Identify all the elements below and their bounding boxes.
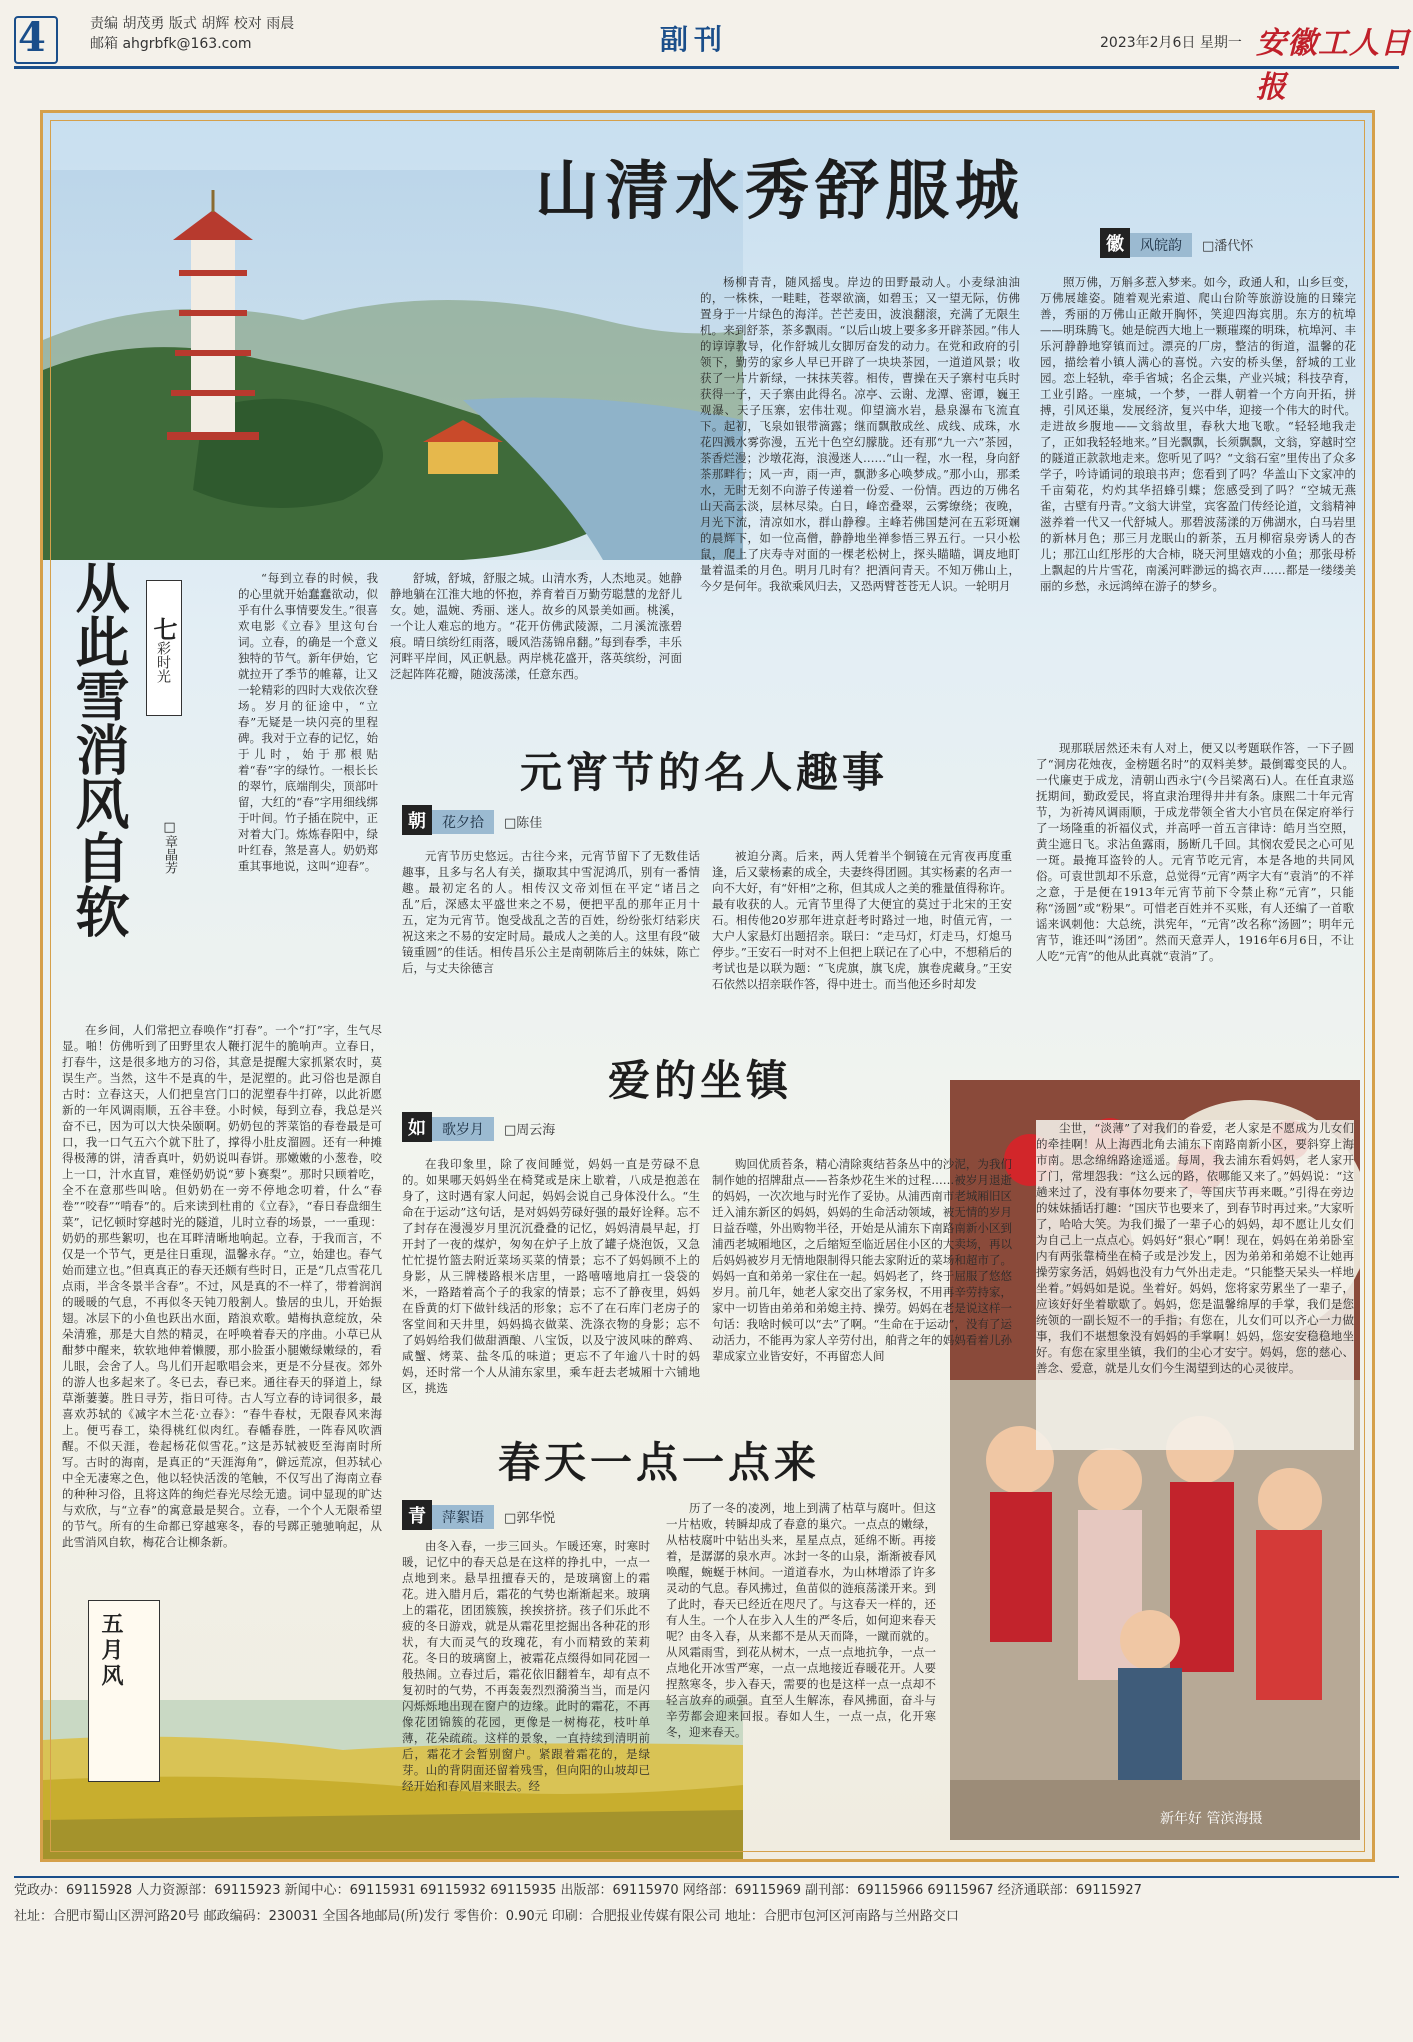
photo-caption: 新年好 管滨海摄 xyxy=(1160,1811,1263,1827)
article-title-spring-comes: 春天一点一点来 xyxy=(498,1438,821,1487)
article-author: □周云海 xyxy=(504,1123,556,1138)
wuyue-label: 五月风 xyxy=(98,1612,124,1690)
column-header-ruge xyxy=(402,1112,555,1142)
article-title-lantern: 元宵节的名人趣事 xyxy=(520,748,889,797)
article-title-mother: 爱的坐镇 xyxy=(608,1056,793,1105)
article-author: □陈佳 xyxy=(504,816,543,831)
article2-body: 在乡间，人们常把立春唤作“打春”。一个“打”字，生气尽显。啪！仿佛听到了田野里农人鞭打泥牛的脆响声。立春日，打春牛，这是很多地方的习俗，其意是提醒大家抓紧农时，莫误生产。当然，这牛不是真的牛，是泥塑的。此习俗也是源自古时：立春这天，人们把皇宫门口的泥塑春牛打碎，以此祈愿新的一年风调雨顺，五谷丰登。小时候，每到立春，我总是兴奋不已，因为可以大快朵颐啊。奶奶包的荠菜馅的春卷最是可口，我一口气五六个就下肚了，撑得小肚皮溜圆。还有一种摊得极薄的饼，清香真叶，奶奶说叫春饼。那嫩嫩的小葱卷，咬上一口，汁水直冒，难怪奶奶说“萝卜赛梨”。那时只顾着吃，全不在意那些叫啥。但奶奶在一旁不停地念叨着，什么“春卷”“咬春”“啃春”的。后来读到杜甫的《立春》，“春日春盘细生菜”，记忆顿时穿越时光的隧道，儿时立春的场景，一一重现：奶奶的那些絮叨，也在耳畔清晰地响起。立春，于我而言，不仅是一个节气，更是往日重现，温馨永存。“立，始建也。春气始而建立也。”但真真正的春天还颇有些时日，正是“几点雪花几点雨，半含冬景半含春”。不过，风是真的不一样了，带着润润的暖暖的气息，不再似冬天钝刀般割人。蛰居的虫儿，开始振翅。冰层下的小鱼也跃出水面，踏浪欢歌。蜡梅执意绽放，朵朵清雅，那是大自然的精灵，在呼唤着春天的序曲。小草已从酣梦中醒来，软软地伸着懒腰，那小脸蛋小腿嫩绿嫩绿的，看儿眼，会舍了人。鸟儿们开起歌唱会来，更是不分昼夜。郊外的游人也多起来了。冬已去，春已来。通往春天的驿道上，绿草渐萋萋。胜日寻芳，指日可待。古人写立春的诗词很多，最喜欢苏轼的《减字木兰花·立春》：“春牛春杖，无限春风来海上。便丐春工，染得桃红似肉红。春幡春胜，一阵春风吹酒醒。不似天涯，卷起杨花似雪花。”这是苏轼被贬至海南时所写。古时的海南，是真正的“天涯海角”，僻远荒凉，但苏轼心中全无凄寒之色，他以轻快活泼的笔触，不仅写出了海南立春的种种习俗，且将这阵的绚烂春光尽绘无遗。词中显现的旷达与欢欣，与“立春”的寓意最是契合。立春，一个个人无限希望的节气。所有的生命都已穿越寒冬，春的号踯正驰驰响起，从此雪消风自软，梅花合让柳条新。 xyxy=(62,1023,382,1549)
column-badge: 朝 xyxy=(402,805,432,835)
article4-col3: 尘世，“淡薄”了对我们的眷爱，老人家是不愿成为儿女们的牵挂啊！从上海西北角去浦东下南路南新小区，要斜穿上海市南。思念绵绵路途遥遥。每周，我去浦东看妈妈，老人家开了门，常埋怨我：“这么远的路，依哪能又来了。”妈妈说：“这趟来过了，没有事体勿要来了，等国庆节再来嘅。”引得在旁边的妹妹插话打趣：“国庆节也要来了，到春节时再过来。”大家听了，哈哈大笑。为我们撮了一辈子心的妈妈，却不愿让儿女们为自己上一点点心。妈妈好“狠心”啊！现在，妈妈在弟弟卧室内有两张靠椅坐在椅子或是沙发上，因为弟弟和弟媳不让她再操劳家务活，妈妈也没有力气外出走走。“只能整天呆头一样地坐着。”妈妈如是说。坐着好。妈妈，您将家劳累坐了一辈子，应该好好坐着歇歇了。妈妈，您是温馨绵厚的手掌，我们是您统领的一副长短不一的手指；有您在，儿女们可以齐心一力做事，我们不堪想象没有妈妈的手掌啊！妈妈，您安安稳稳地坐好。有您在家里坐镇，我们的尘心才安宁。妈妈，您的慈心、善念、爱意，就是儿女们今生渴望到达的心灵彼岸。 xyxy=(1036,1120,1354,1450)
column-badge: 七 xyxy=(149,617,177,641)
article4-col1: 在我印象里，除了夜间睡觉，妈妈一直是劳碌不息的。如果哪天妈妈坐在椅凳或是床上歇着，八成是抱恙在身了，这时遇有家人问起，妈妈会说自己身体没什么。“生命在于运动”这句话，是对妈妈劳碌好强的最好诠释。忘不了封存在漫漫岁月里沉沉叠叠的记忆，妈妈清晨早起，打开封了一夜的煤炉，匆匆在炉子上放了罐子烧泡饭，又急忙忙提竹篮去附近菜场买菜的情景；忘不了妈妈顾不上的身影，从三牌楼路根米店里，一路嘻嘻地肩扛一袋袋的米，一路踏着高个子的我家的情景；忘不了静夜里，妈妈在昏黄的灯下做针线活的形象；忘不了在石库门老房子的客堂间和天井里，妈妈捣衣做菜、洗涤衣物的身影；忘不了妈妈给我们做甜酒酿、八宝饭，以及宁波风味的醉鸡、咸蟹、烤菜、盐冬瓜的味道；更忘不了年逾八十时的妈妈，还时常一个人从浦东家里，乘车赶去老城厢十六铺地区，挑选 xyxy=(402,1157,700,1395)
section-name: 副刊 xyxy=(660,23,729,56)
footer-address: 社址：合肥市蜀山区淠河路20号 邮政编码：230031 全国各地邮局(所)发行 零售价：0.90元 印刷：合肥报业传媒有限公司 地址：合肥市包河区河南路与兰州路交口 xyxy=(14,1909,959,1924)
column-header-huifeng xyxy=(1100,228,1253,258)
column-header-qingping xyxy=(402,1500,555,1530)
column-badge-vertical xyxy=(146,580,182,716)
column-tag: 歌岁月 xyxy=(432,1117,494,1141)
article-author: □章晶芳 xyxy=(162,820,177,874)
header-rule xyxy=(14,66,1399,69)
page-number: 4 xyxy=(18,14,46,61)
column-tag: 彩时光 xyxy=(155,641,171,683)
article-author: □郭华悦 xyxy=(504,1511,556,1526)
article5-col1: 由冬入春，一步三回头。乍暖还寒，时寒时暖，记忆中的春天总是在这样的挣扎中，一点一点地到来。悬旱扭擅春天的，是玻璃窗上的霜花。进入腊月后，霜花的气势也渐渐起来。玻璃上的霜花，团团簇簇，挨挨挤挤。孩子们乐此不疲的冬日游戏，就是从霜花里挖掘出各种花的形状，有大而灵气的玫瑰花，有小而精致的茉莉花。冬日的玻璃窗上，被霜花点缀得如同花园一般热闹。立春过后，霜花依旧翻着车，却有点不复初时的气势，不再轰轰烈烈漪漪当当，而是闪闪烁烁地出现在窗户的边缘。此时的霜花，不再像花团锦簇的花园，更像是一树梅花，枝叶单薄，花朵疏疏。这样的景象，一直持续到清明前后，霜花才会暂别窗户。紧跟着霜花的，是绿芽。山的背阴面还留着残雪，但向阳的山坡却已经开始和春风眉来眼去。经 xyxy=(402,1539,650,1793)
footer-phones: 党政办：69115928 人力资源部：69115923 新闻中心：69115931 69115932 69115935 出版部：69115970 网络部：69115969 副刊部：69115966 69115967 经济通联部：69115927 xyxy=(14,1883,1142,1898)
article1-col0: 舒城，舒城，舒服之城。山清水秀，人杰地灵。她静静地躺在江淮大地的怀抱，养育着百万勤劳聪慧的龙舒儿女。她，温婉、秀丽、迷人。故乡的风景美如画。桃溪，一个让人难忘的地方。“花开仿佛武陵源，二月溪流涨碧痕。晴日缤纷红雨落，暖风浩荡锦帛翻。”每到春季，丰乐河畔平岸间，风正帆悬。两岸桃花盛开，落英缤纷，河面泛起阵阵花瓣，随波荡漾，任意东西。 xyxy=(390,571,682,681)
page-header xyxy=(0,0,1413,105)
column-tag: 萍絮语 xyxy=(432,1505,494,1529)
article1-col1: 杨柳青青，随风摇曳。岸边的田野最动人。小麦绿油油的，一株株，一畦畦，苍翠欲滴，如碧玉；又一望无际，仿佛置身于一片绿色的海洋。芒芒麦田，波浪翻滚，充满了无限生机。来到舒茶，茶多飘雨。“以后山坡上要多多开辟茶园。”伟人的谆谆教导，化作舒城儿女脚厉奋发的动力。在党和政府的引领下，勤劳的家乡人早已开辟了一块块茶园，一道道风景；收获了一片片新绿，一抹抹芙蓉。相传，曹操在天子寨村屯兵时获得一子，天子寨由此得名。凉亭、云谢、龙潭、密谭，巍王观瀑、天子压寨，宏伟壮观。仰望滴水岩，悬泉瀑布飞流直下。起初，飞泉如银带滴露；继而飘散成丝、成线、成珠，水花四溅水雾弥漫，五光十色空幻朦胧。还有那“九一六”茶园，茶香烂漫；沙墩花海，浪漫迷人……“山一程，水一程，身向舒茶那畔行；风一声，雨一声，飘渺多心唤梦成。”那小山，那柔水，无时无刻不向游子传递着一份爱、一份情。西边的万佛名山天高云淡，层林尽染。白日，峰峦叠翠，云雾缭绕；夜晚，月光下流，清凉如水，群山静穆。主峰若佛国楚河在五彩斑斓的晨辉下，如一位高僧，静静地坐禅参悟三界五行。一只小松鼠，爬上了庆寿寺对面的一棵老松树上，探头瞄瞄，调皮地盯量着温柔的月色。明月几时有？把酒问青天。不知万佛山上，今夕是何年。我欲乘风归去，又恐两臂苍苍无人识。一轮明月 xyxy=(700,275,1020,593)
article4-col2: 购回优质苔条，精心清除爽结苔条丛中的沙泥，为我们制作她的招牌甜点——苔条炒花生米的过程……被岁月退逝的妈妈，一次次地与时光作了妥协。从浦西南市老城厢旧区迁入浦东新区的妈妈，妈妈的生命活动领域，被无情的岁月日益吞噬，外出购物半径，开始是从浦东下南路南新小区到浦西老城厢地区，之后缩短至临近居住小区的大卖场，再以后妈妈被岁月无情地限制得只能去家附近的菜场和超市了。妈妈一直和弟弟一家住在一起。妈妈老了，终于屈服了悠悠岁月。前几年，她老人家交出了家务权，不用再辛劳持家，家中一切皆由弟弟和弟媳主持、操劳。妈妈在老是说这样一句话：我啥时候可以“去”了啊。“生命在于运动”，没有了运动活力，不能再为家人辛劳付出，舶背之年的妈妈看着儿孙辈成家立业皆安好，不再留恋人间 xyxy=(712,1157,1012,1363)
article2-lead: “每到立春的时候，我的心里就开始蠢蠢欲动，似乎有什么事情要发生。”很喜欢电影《立春》里这句台词。立春，的确是一个意义独特的节气。新年伊始，它就拉开了季节的帷幕，让又一轮精彩的四时大戏依次登场。岁月的征途中，“立春”无疑是一块闪亮的里程碑。我对于立春的记忆，始于儿时，始于那根贴着“春”字的绿竹。一根长长的翠竹，底端削尖，顶部叶留，大红的“春”字用细线绑于叶间。竹子插在院中，正对着大门。炼炼春阳中，绿叶红春，煞是喜人。奶奶郑重其事地说，这叫“迎春”。 xyxy=(238,571,378,873)
article5-col2: 历了一冬的凌冽，地上到满了枯草与腐叶。但这一片枯败，转瞬却成了春意的巢穴。一点点的嫩绿，从枯枝腐叶中钻出头来，星星点点，延绵不断。再接着，是潺潺的泉水声。冰封一冬的山泉，渐渐被春风唤醒，蜿蜒于林间。一道道春水，为山林增添了许多灵动的气息。春风拂过，鱼苗似的涟痕荡漾开来。到了此时，春天已经近在咫尺了。与这春天一样的，还有人生。一个人在步入人生的严冬后，如何迎来春天呢？由冬入春，从来都不是从天而降，一蹴而就的。从风霜雨雪，到花从树木，一点一点地抗争，一点一点地化开冰雪严寒，一点一点地接近春暖花开。人要捏熬寒冬，步入春天，需要的也是这样一点一点却不轻言放弃的顽强。直至人生解冻，春风拂面，奋斗与辛劳都会迎来回报。春如人生，一点一点，化开寒冬，迎来春天。 xyxy=(666,1501,936,1739)
staff-credits xyxy=(90,14,294,54)
article3-col2: 被迫分离。后来，两人凭着半个铜镜在元宵夜再度重逢，后又蒙杨素的成全，夫妻终得团圆。其实杨素的名声一向不大好，有“奸相”之称，但其成人之美的雅量值得称许。最有收获的人。元宵节里得了大便宜的莫过于北宋的王安石。相传他20岁那年进京赶考时路过一地，时值元宵，一大户人家悬灯出题招亲。联曰：“走马灯，灯走马，灯熄马停步。”王安石一时对不上但把上联记在了心中，不想稍后的考试也是以联为题：“飞虎旗，旗飞虎，旗卷虎藏身。”王安石依然以招亲联作答，得中进士。而当他还乡时却发 xyxy=(712,849,1012,991)
article-author: □潘代怀 xyxy=(1202,239,1254,254)
column-badge: 青 xyxy=(402,1500,432,1530)
column-tag: 花夕拾 xyxy=(432,810,494,834)
page-footer xyxy=(14,1876,1399,1942)
article-title-spring: 从此雪消风自软 xyxy=(67,560,131,938)
issue-date: 2023年2月6日 星期一 xyxy=(1100,35,1242,51)
article-title-main: 山清水秀舒服城 xyxy=(535,154,1025,229)
column-badge: 徽 xyxy=(1100,228,1130,258)
column-tag: 风皖韵 xyxy=(1130,233,1192,257)
staff-line: 责编 胡茂勇 版式 胡辉 校对 雨晨 xyxy=(90,16,295,32)
staff-email: 邮箱 ahgrbfk@163.com xyxy=(90,36,252,52)
newspaper-masthead: 安徽工人日报 xyxy=(1256,26,1411,105)
article3-col1: 元宵节历史悠远。古往今来，元宵节留下了无数佳话趣事，且多与名人有关，撷取其中雪泥鸿爪，别有一番情趣。最初定名的人。相传汉文帝刘恒在平定“诸吕之乱”后，深感太平盛世来之不易，便把平乱的那年正月十五，定为元宵节。饱受战乱之苦的百姓，纷纷张灯结彩庆祝这来之不易的安定时局。最成人之美的人。这里有段“破镜重圆”的佳话。相传昌乐公主是南朝陈后主的妹妹，陈亡后，与丈夫徐德言 xyxy=(402,849,700,975)
column-header-zhaohua xyxy=(402,805,542,835)
article3-col3: 现那联居然还未有人对上，便又以考题联作答，一下子圆了“洞房花烛夜，金榜题名时”的双料美梦。最倒霉变民的人。一代廉吏于成龙，清朝山西永宁(今吕梁离石)人。在任直隶巡抚期间，勤政爱民，将直隶治理得井井有条。康熙二十年元宵节，为祈祷风调雨顺，于成龙带领全省大小官员在保定府举行了一场隆重的祈福仪式，并高呼一首五言律诗：皓月当空照，黄尘遮日飞。求沾鱼露雨，肠断几千回。其悯农爱民之心可见一斑。最掩耳盗铃的人。元宵节吃元宵，本是各地的共同风俗。可袁世凯却不乐意，总觉得“元宵”两字大有“袁消”的不祥之意，于是便在1913年元宵节前下令禁止称“元宵”，只能称“汤圆”或“粉果”。可惜老百姓并不买账，有人还编了一首歌谣来讽刺他：大总统，洪宪年，“元宵”改名称“汤圆”；明年元宵节，谁还叫“汤团”。然而天意弄人，1916年6月6日，不让人吃“元宵”的他从此真就“袁消”了。 xyxy=(1036,741,1354,963)
article1-col2: 照万佛，万斛多惹入梦来。如今，政通人和，山乡巨变，万佛展雄姿。随着观光索道、爬山台阶等旅游设施的日臻完善，秀丽的万佛山正敞开胸怀，笑迎四海宾朋。东方的杭埠——明珠腾飞。她是皖西大地上一颗璀璨的明珠，杭埠河、丰乐河静静地穿镇而过。漂亮的厂房，整洁的街道，温馨的花园，描绘着小镇人满心的喜悦。六安的桥头堡，舒城的工业园。恋上轻轨，牵手省城；名企云集，产业兴城；科技孕育，工业引路。一座城，一个梦，一群人朝着一个方向开拓，拼搏，引风还巢，发展经济，复兴中华，迎接一个伟大的时代。走进故乡腹地——文翁故里，春秋大地飞歌。“轻轻地我走了，正如我轻轻地来。”目光飘飘，长须飘飘，文翁，穿越时空的隧道正款款地走来。您听见了吗？“文翁石室”里传出了众多学子，吟诗诵词的琅琅书声；您看到了吗？华盖山下文家冲的千亩菊花，灼灼其华招蜂引蝶；您感受到了吗？“空城无燕雀，古壁有丹青。”文翁大讲堂，宾客盈门传经论道，文翁精神滋养着一代又一代舒城人。那碧波荡漾的万佛湖水，白马岩里的新林月色；那三月龙眠山的新茶，五月柳宿泉旁诱人的杏儿；那江山红彤彤的大合柿，晓天河里嬉戏的小鱼；那张母桥上飘起的片片雪花，南溪河畔渺远的捣衣声……都是一缕缕美丽的乡愁，永远鸿绰在游子的梦乡。 xyxy=(1040,275,1356,593)
column-badge: 如 xyxy=(402,1112,432,1142)
